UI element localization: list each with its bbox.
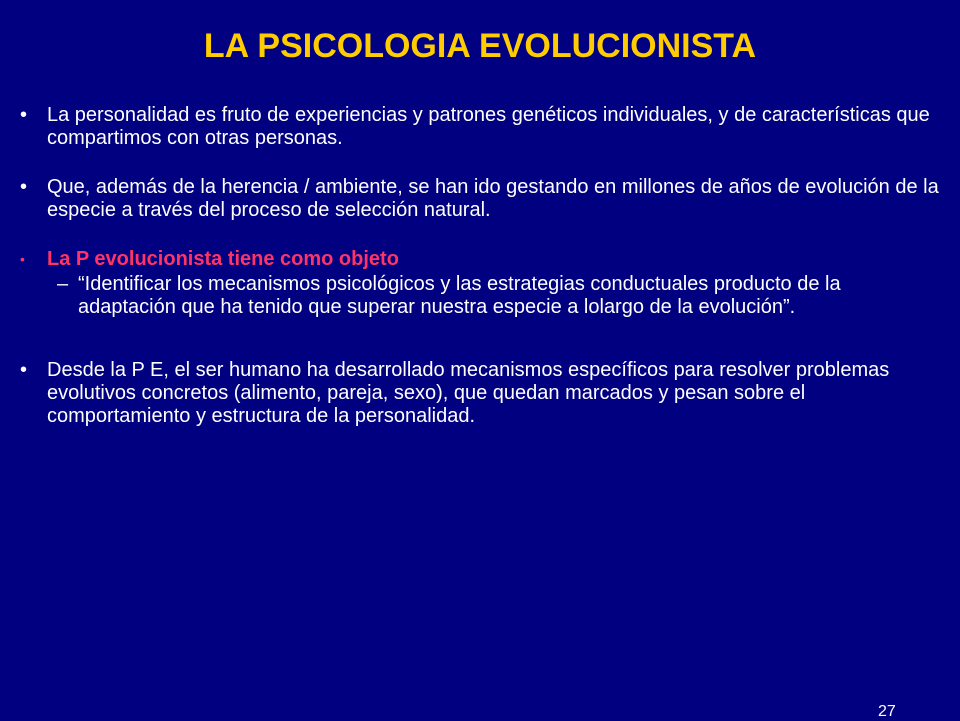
page-number: 27 <box>878 703 896 720</box>
bullet-item-highlighted <box>0 248 960 271</box>
bullet-item <box>0 359 960 428</box>
bullet-icon: • <box>20 251 25 267</box>
bullet-item <box>0 176 960 222</box>
bullet-icon: • <box>20 359 28 381</box>
bullet-text: Que, además de la herencia / ambiente, se han ido gestando en millones de años de evolución de la especie a través del proceso de selección natural. <box>47 176 939 221</box>
sub-bullet-text: “Identificar los mecanismos psicológicos y las estrategias conductuales producto de la adaptación que ha tenido que superar nuestra especie a lolargo de la evolución”. <box>78 273 841 318</box>
bullet-text: La P evolucionista tiene como objeto <box>47 248 399 270</box>
bullet-icon: • <box>20 176 28 198</box>
bullet-icon: • <box>20 104 28 126</box>
dash-icon: – <box>57 273 69 295</box>
slide-title: LA PSICOLOGIA EVOLUCIONISTA <box>203 27 757 65</box>
bullet-item <box>0 104 960 150</box>
bullet-text: La personalidad es fruto de experiencias y patrones genéticos individuales, y de características que compartimos con otras personas. <box>47 104 930 149</box>
bullet-text: Desde la P E, el ser humano ha desarrollado mecanismos específicos para resolver problemas evolutivos concretos (alimento, pareja, sexo), que quedan marcados y pesan sobre el comportamiento y estructura de la personalidad. <box>47 359 890 427</box>
bullet-list <box>0 104 960 428</box>
sub-bullet-item <box>0 273 960 319</box>
